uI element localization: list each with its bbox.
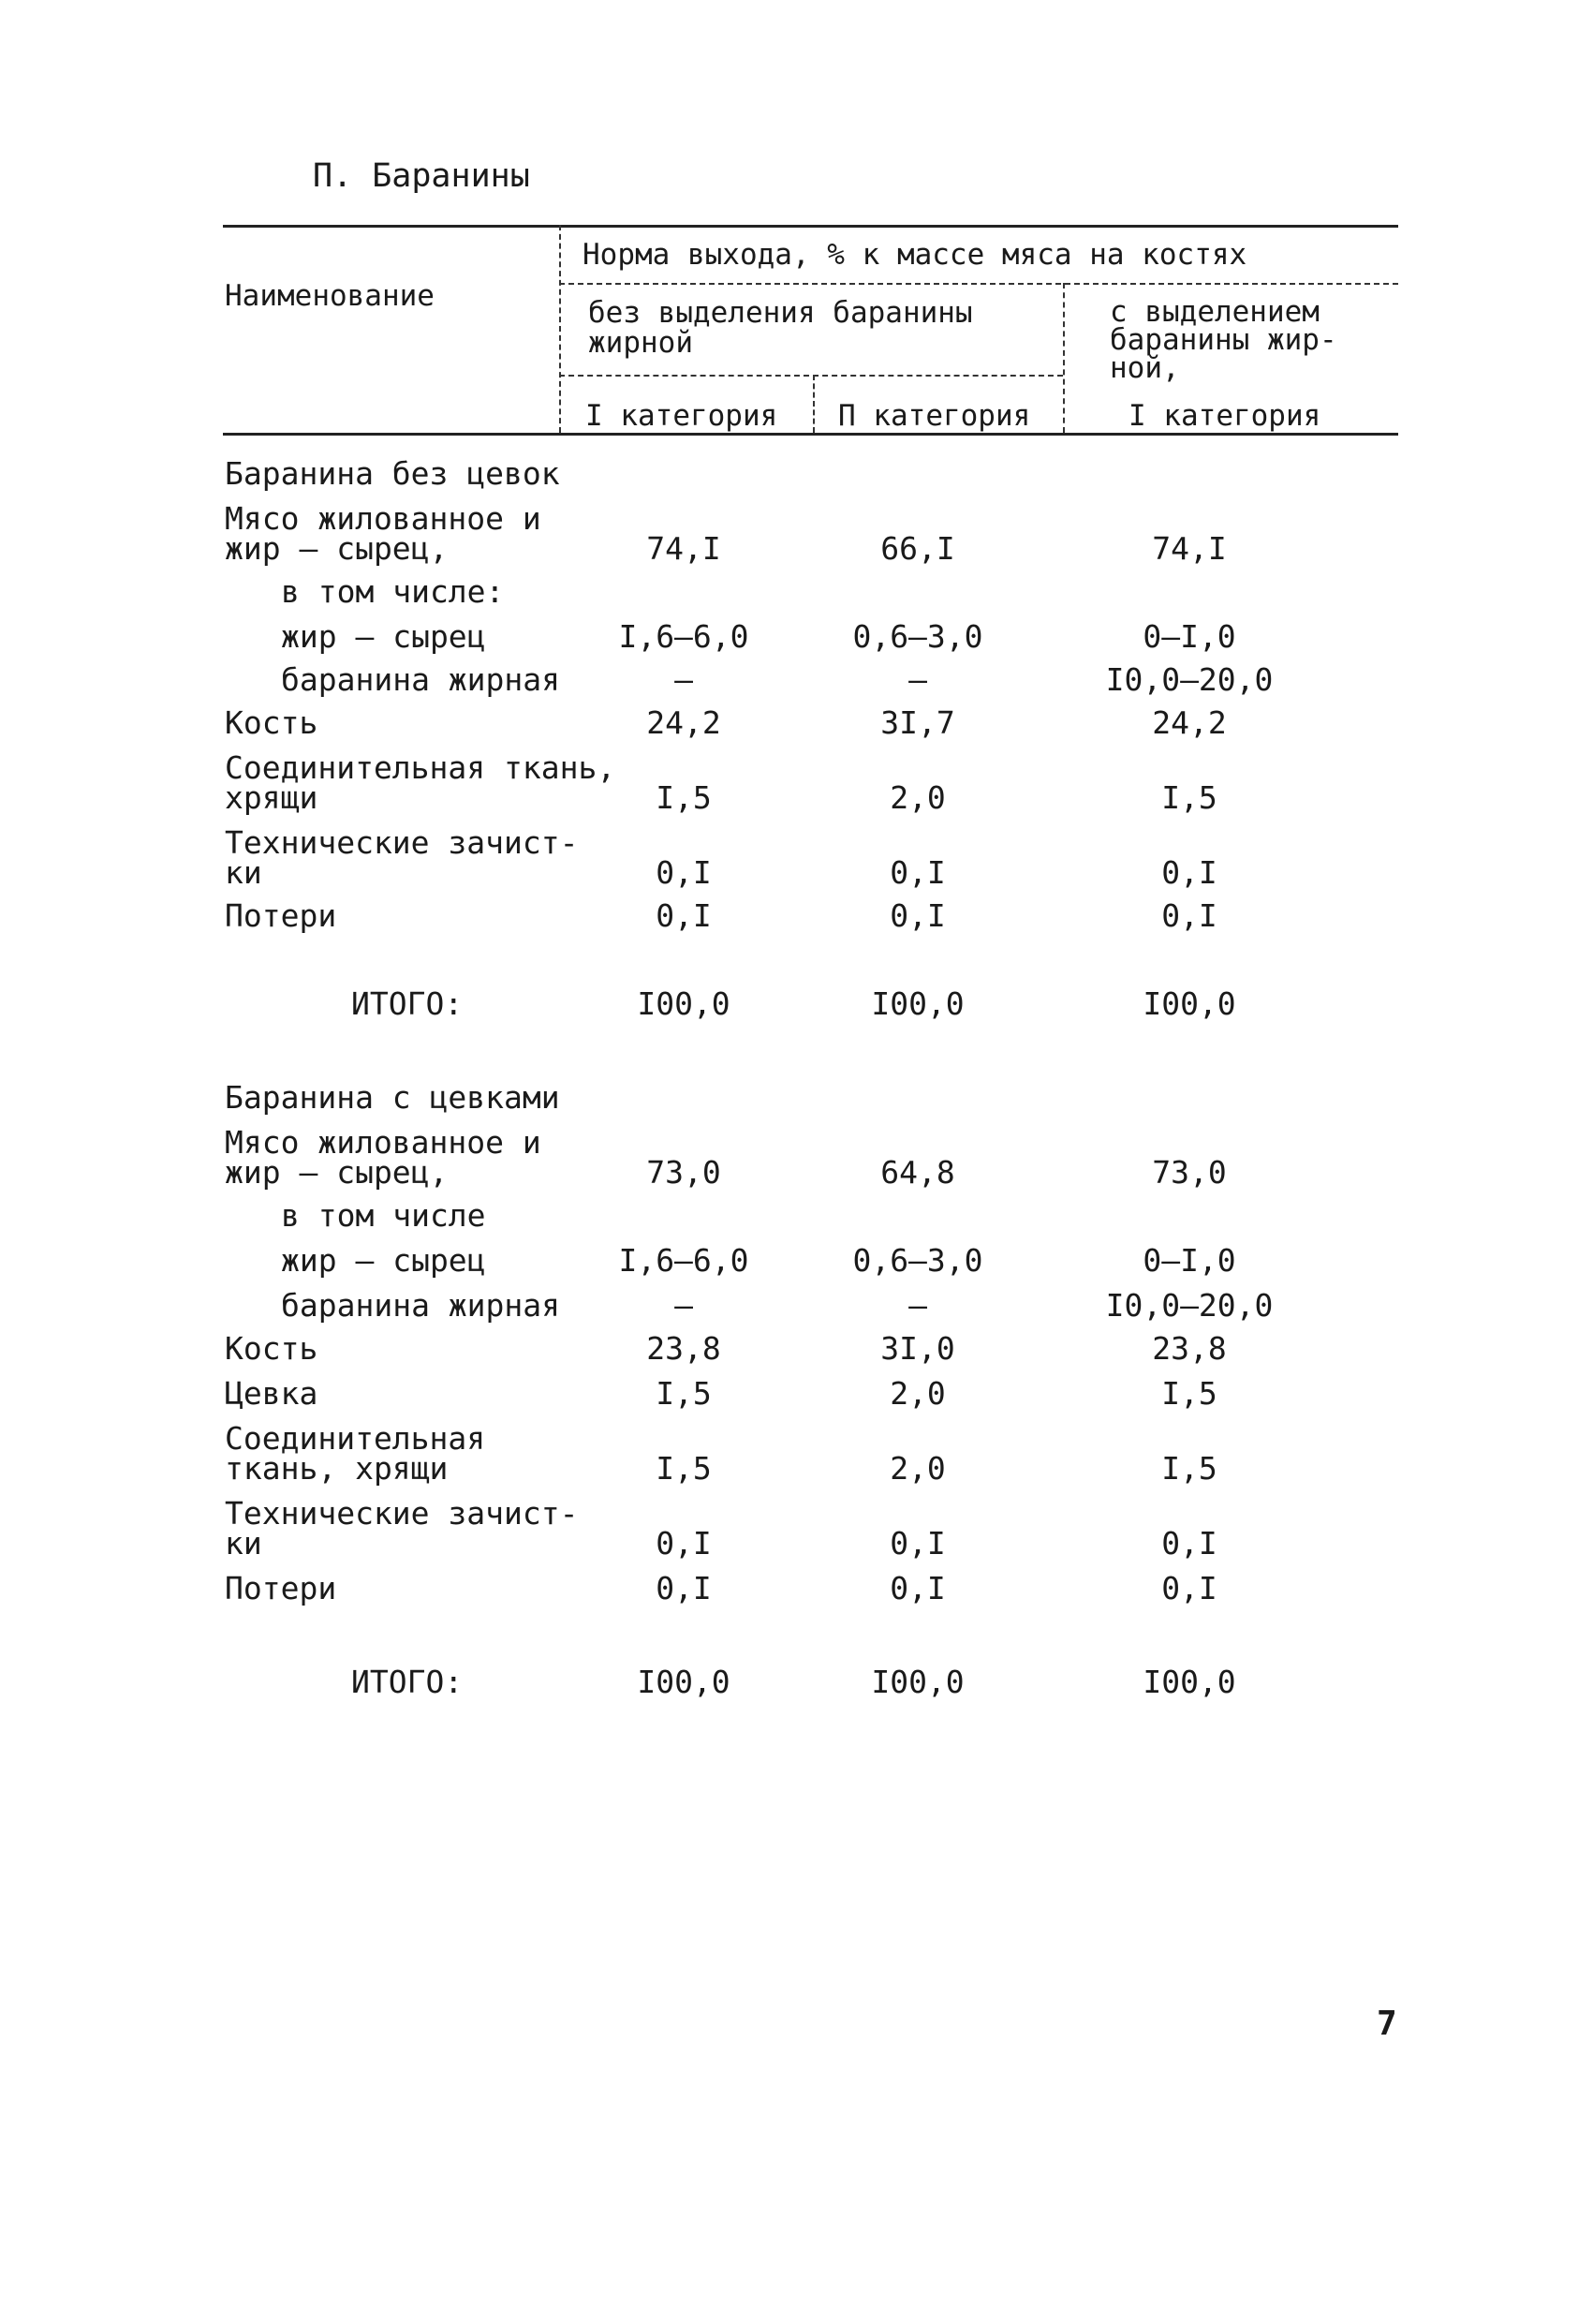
row-label: Потери [225, 897, 337, 934]
row-label: Мясо жилованное и жир – сырец, [225, 1124, 541, 1191]
value-cat1: 0,I [656, 1570, 712, 1606]
value-cat2: – [908, 661, 927, 698]
row-label: баранина жирная [281, 1287, 561, 1324]
row-label: Потери [225, 1570, 337, 1606]
value-cat2: – [908, 1287, 927, 1324]
total-cat1-with: I00,0 [1143, 985, 1236, 1022]
row-label: Технические зачист- ки [225, 1495, 579, 1562]
header-divider-cats [813, 375, 815, 433]
header-divider-name [559, 225, 561, 433]
value-cat2: 0,I [890, 854, 946, 891]
total-cat1: I00,0 [637, 1664, 730, 1700]
value-cat1: I,6–6,0 [618, 618, 749, 655]
block-heading: Баранина с цевками [225, 1079, 560, 1116]
value-cat1-with: 0,I [1161, 1570, 1217, 1606]
table-header-bottom-rule [223, 433, 1398, 436]
value-cat1-with: 0–I,0 [1143, 1242, 1236, 1279]
value-cat2: 0,6–3,0 [852, 618, 983, 655]
value-cat1-with: 0,I [1161, 1525, 1217, 1562]
value-cat1: 73,0 [646, 1154, 721, 1191]
value-cat1: 0,I [656, 854, 712, 891]
value-cat1: – [674, 1287, 693, 1324]
value-cat1: 0,I [656, 897, 712, 934]
row-label: Мясо жилованное и жир – сырец, [225, 500, 541, 567]
total-label: ИТОГО: [351, 985, 464, 1022]
total-cat1: I00,0 [637, 985, 730, 1022]
value-cat1: – [674, 661, 693, 698]
header-divider-groups [1063, 283, 1065, 433]
value-cat1-with: 0,I [1161, 897, 1217, 934]
value-cat1: 74,I [646, 530, 721, 567]
header-cat2: П категория [838, 399, 1031, 433]
value-cat1-with: 23,8 [1152, 1330, 1227, 1367]
value-cat2: 0,I [890, 1570, 946, 1606]
value-cat1-with: 24,2 [1152, 704, 1227, 741]
value-cat1-with: 73,0 [1152, 1154, 1227, 1191]
total-label: ИТОГО: [351, 1664, 464, 1700]
value-cat2: 66,I [880, 530, 955, 567]
block-heading: Баранина без цевок [225, 455, 560, 492]
header-norm-title: Норма выхода, % к массе мяса на костях [583, 238, 1247, 272]
header-group-with: с выделением баранины жир-ной, [1110, 295, 1337, 385]
value-cat1: 0,I [656, 1525, 712, 1562]
value-cat1-with: I,5 [1161, 1375, 1217, 1412]
value-cat1-with: I,5 [1161, 1450, 1217, 1487]
total-cat2: I00,0 [871, 985, 965, 1022]
row-label: Цевка [225, 1375, 318, 1412]
header-norm-underline [559, 283, 1398, 285]
value-cat1: I,6–6,0 [618, 1242, 749, 1279]
value-cat1-with: 0–I,0 [1143, 618, 1236, 655]
row-label: Соединительная ткань, хрящи [225, 1420, 486, 1487]
value-cat2: 64,8 [880, 1154, 955, 1191]
page-number: 7 [1377, 2005, 1397, 2043]
value-cat1: 23,8 [646, 1330, 721, 1367]
row-label: Технические зачист- ки [225, 824, 579, 891]
value-cat1: 24,2 [646, 704, 721, 741]
header-cat1-with: I категория [1128, 399, 1321, 433]
value-cat1: I,5 [656, 779, 712, 816]
section-title: П. Баранины [313, 157, 530, 195]
header-cat1: I категория [585, 399, 778, 433]
value-cat1-with: I0,0–20,0 [1105, 661, 1274, 698]
table-top-rule [223, 225, 1398, 228]
total-cat2: I00,0 [871, 1664, 965, 1700]
total-cat1-with: I00,0 [1143, 1664, 1236, 1700]
row-label: в том числе [281, 1197, 486, 1234]
value-cat2: 2,0 [890, 1375, 946, 1412]
row-label: жир – сырец [281, 618, 486, 655]
row-label: Кость [225, 704, 318, 741]
value-cat1: I,5 [656, 1450, 712, 1487]
value-cat2: 0,I [890, 1525, 946, 1562]
value-cat1-with: 0,I [1161, 854, 1217, 891]
header-group-without: без выделения баранины жирной [588, 296, 973, 360]
value-cat2: 3I,7 [880, 704, 955, 741]
row-label: баранина жирная [281, 661, 561, 698]
row-label: Соединительная ткань, хрящи [225, 749, 616, 816]
row-label: Кость [225, 1330, 318, 1367]
value-cat1-with: I0,0–20,0 [1105, 1287, 1274, 1324]
header-group-underline [559, 375, 1063, 377]
row-label: в том числе: [281, 573, 505, 610]
row-label: жир – сырец [281, 1242, 486, 1279]
value-cat2: 0,I [890, 897, 946, 934]
value-cat2: 3I,0 [880, 1330, 955, 1367]
value-cat2: 0,6–3,0 [852, 1242, 983, 1279]
value-cat1: I,5 [656, 1375, 712, 1412]
value-cat2: 2,0 [890, 1450, 946, 1487]
value-cat1-with: I,5 [1161, 779, 1217, 816]
header-col-name: Наименование [225, 279, 435, 313]
value-cat2: 2,0 [890, 779, 946, 816]
value-cat1-with: 74,I [1152, 530, 1227, 567]
